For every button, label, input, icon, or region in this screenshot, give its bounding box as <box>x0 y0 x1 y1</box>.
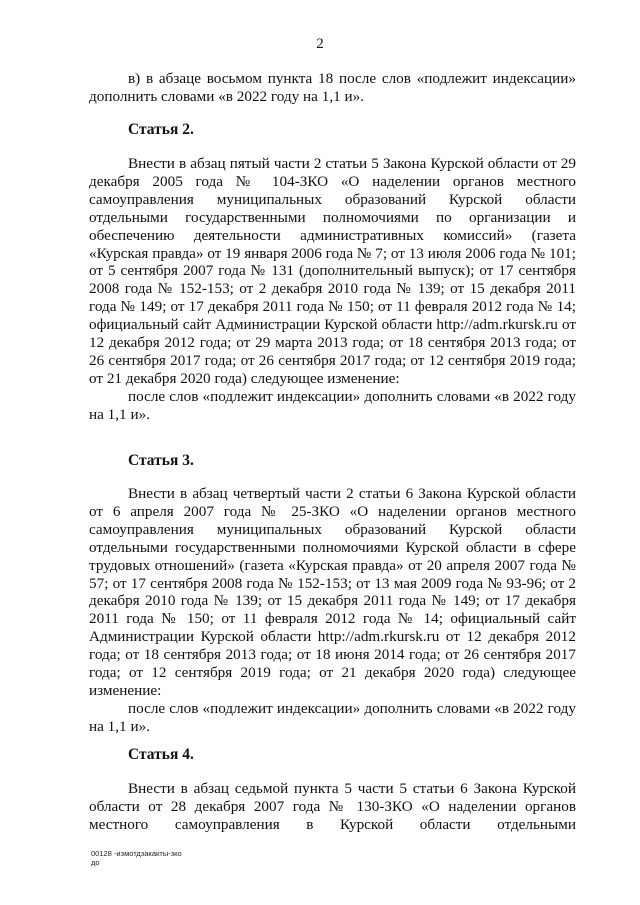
article-4-body: Внести в абзац седьмой пункта 5 части 5 статьи 6 Закона Курской области от 28 декабря 2007 года № 130-ЗКО «О наделении органов местного самоуправления в Курской области отдельными <box>89 780 576 833</box>
article-3-heading: Статья 3. <box>128 452 194 469</box>
article-2-body: Внести в абзац пятый части 2 статьи 5 Закона Курской области от 29 декабря 2005 года № 104-ЗКО «О наделении органов местного самоуправления муниципальных образований Курской области отдельными государственными полномочиями по организации и обеспечению деятельности административных комиссий» (газета «Курская правда» от 19 января 2006 года № 7; от 13 июля 2006 года № 101; от 5 сентября 2007 года № 131 (дополнительный выпуск); от 17 сентября 2008 года № 152-153; от 2 декабря 2010 года № 139; от 15 декабря 2011 года № 149; от 17 декабря 2011 года № 150; от 11 февраля 2012 года № 14; официальный сайт Администрации Курской области http://adm.rkursk.ru от 12 декабря 2012 года; от 29 марта 2013 года; от 18 сентября 2013 года; от 26 сентября 2017 года; от 26 сентября 2017 года; от 12 сентября 2019 года; от 21 декабря 2020 года) следующее изменение: <box>89 155 576 387</box>
intro-paragraph-block <box>89 70 576 106</box>
footer-line-2: до <box>91 858 100 867</box>
footer-line-1: 00128 -измотдзакакты-зко <box>91 849 182 858</box>
article-2-heading: Статья 2. <box>128 121 194 138</box>
article-2-block <box>89 155 576 424</box>
article-3-block <box>89 485 576 736</box>
article-4-block <box>89 780 576 834</box>
intro-paragraph: в) в абзаце восьмом пункта 18 после слов «подлежит индексации» дополнить словами «в 2022 году на 1,1 и». <box>89 70 576 105</box>
article-3-change: после слов «подлежит индексации» дополнить словами «в 2022 году на 1,1 и». <box>89 699 576 735</box>
document-footer <box>91 849 182 867</box>
article-4-heading: Статья 4. <box>128 746 194 763</box>
article-3-body: Внести в абзац четвертый части 2 статьи 6 Закона Курской области от 6 апреля 2007 года № 25-ЗКО «О наделении органов местного самоуправления муниципальных образований Курской области отдельными государственными полномочиями Курской области в сфере трудовых отношений» (газета «Курская правда» от 20 апреля 2007 года № 57; от 17 сентября 2008 года № 152-153; от 13 мая 2009 года № 93-96; от 2 декабря 2010 года № 139; от 15 декабря 2011 года № 149; от 17 декабря 2011 года № 150; от 11 февраля 2012 года № 14; официальный сайт Администрации Курской области http://adm.rkursk.ru от 12 декабря 2012 года; от 18 сентября 2013 года; от 18 июня 2014 года; от 26 сентября 2017 года; от 12 сентября 2019 года; от 21 декабря 2020 года) следующее изменение: <box>89 485 576 699</box>
page-number: 2 <box>316 36 324 52</box>
article-2-change: после слов «подлежит индексации» дополнить словами «в 2022 году на 1,1 и». <box>89 387 576 423</box>
